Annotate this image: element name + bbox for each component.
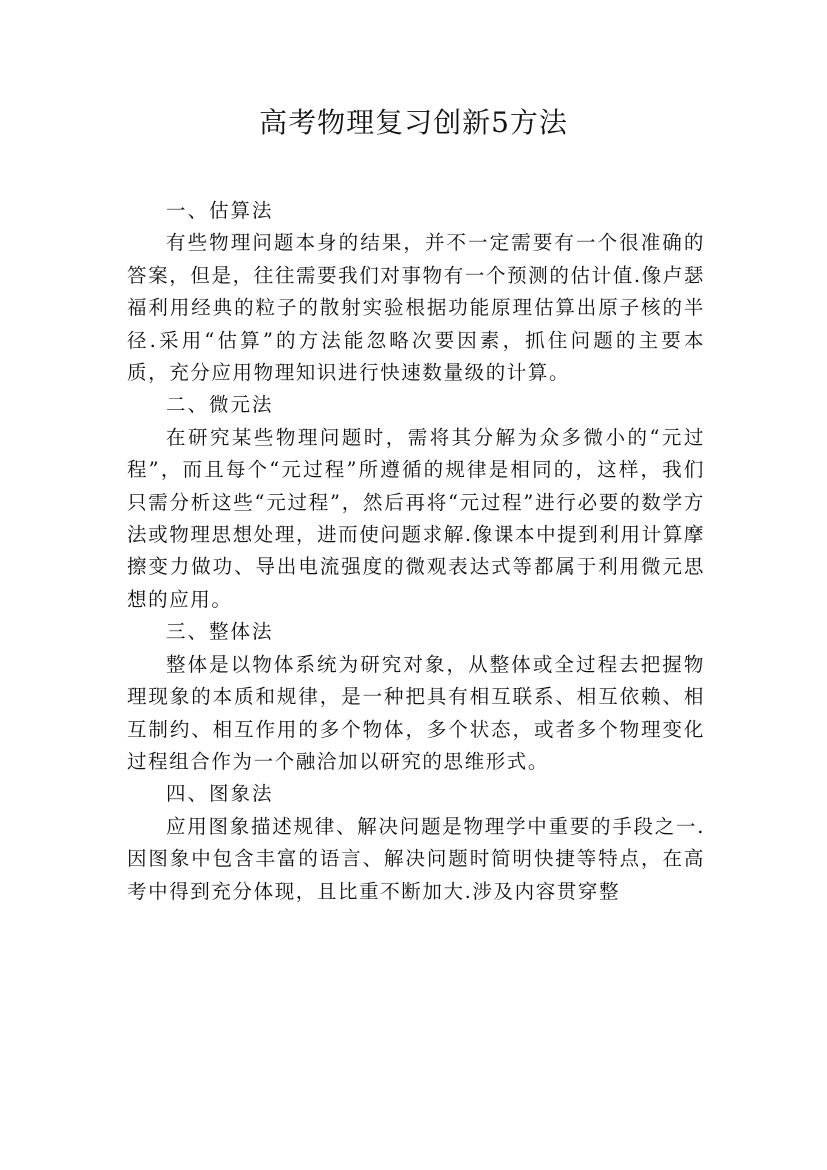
- section-graphical: [127, 778, 705, 908]
- section-holistic: [127, 616, 705, 778]
- section-heading: 四、图象法: [166, 782, 274, 806]
- section-paragraph: 整体是以物体系统为研究对象，从整体或全过程去把握物理现象的本质和规律，是一种把具有相互联系、相互依赖、相互制约、相互作用的多个物体，多个状态，或者多个物理变化过程组合作为一个融洽加以研究的思维形式。: [127, 652, 705, 773]
- section-heading: 一、估算法: [166, 199, 274, 222]
- section-infinitesimal: [127, 389, 705, 616]
- section-estimation: [127, 195, 705, 389]
- section-paragraph: 应用图象描述规律、解决问题是物理学中重要的手段之一.因图象中包含丰富的语言、解决问题时简明快捷等特点，在高考中得到充分体现，且比重不断加大.涉及内容贯穿整: [127, 814, 705, 903]
- section-paragraph: 有些物理问题本身的结果，并不一定需要有一个很准确的答案，但是，往往需要我们对事物有一个预测的估计值.像卢瑟福利用经典的粒子的散射实验根据功能原理估算出原子核的半径.采用“估算”的方法能忽略次要因素，抓住问题的主要本质，充分应用物理知识进行快速数量级的计算。: [127, 231, 705, 385]
- document-body: [127, 195, 705, 908]
- document-title: 高考物理复习创新5方法: [259, 106, 568, 139]
- section-heading: 三、整体法: [166, 620, 274, 644]
- section-paragraph: 在研究某些物理问题时，需将其分解为众多微小的“元过程”，而且每个“元过程”所遵循的规律是相同的，这样，我们只需分析这些“元过程”，然后再将“元过程”进行必要的数学方法或物理思想处理，进而使问题求解.像课本中提到利用计算摩擦变力做功、导出电流强度的微观表达式等都属于利用微元思想的应用。: [127, 425, 705, 611]
- section-heading: 二、微元法: [166, 393, 274, 417]
